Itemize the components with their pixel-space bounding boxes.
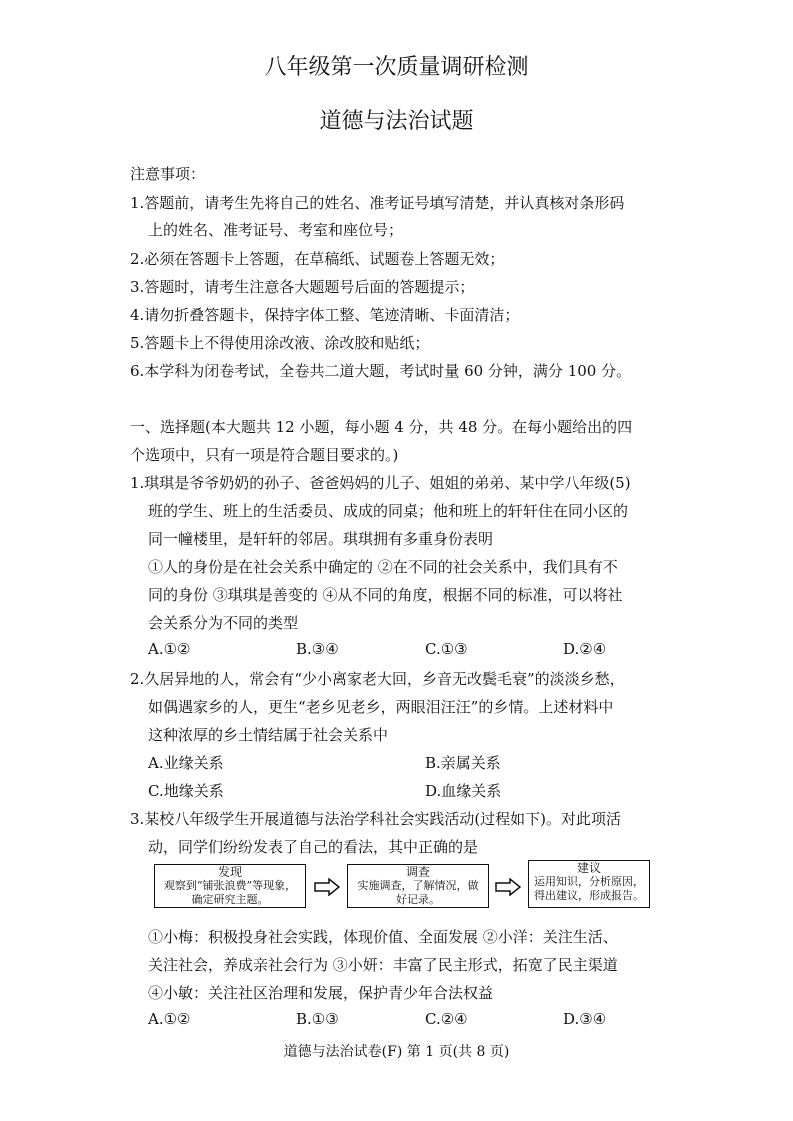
q1-option-d: D.②④ (563, 640, 607, 658)
flow-step-head: 调查 (405, 865, 430, 879)
q2-stem: 如偶遇家乡的人，更生“老乡见老乡，两眼泪汪汪”的乡情。上述材料中 (148, 698, 614, 716)
q3-option-b: B.①③ (296, 1010, 339, 1028)
notice-item: 上的姓名、准考证号、考室和座位号； (148, 221, 404, 239)
flow-arrow-icon (314, 878, 340, 896)
q3-stem: 3.某校八年级学生开展道德与法治学科社会实践活动(过程如下)。对此项活 (130, 810, 622, 828)
notice-item: 2.必须在答题卡上答题，在草稿纸、试题卷上答题无效； (130, 250, 505, 268)
page-subtitle: 道德与法治试题 (319, 109, 474, 134)
q3-option-a: A.①② (148, 1010, 191, 1028)
q1-option-c: C.①③ (425, 640, 468, 658)
notice-item: 6.本学科为闭卷考试，全卷共二道大题，考试时量 60 分钟，满分 100 分。 (130, 362, 632, 380)
notice-heading: 注意事项： (130, 165, 206, 183)
q1-stem: 同一幢楼里，是轩轩的邻居。琪琪拥有多重身份表明 (148, 530, 494, 548)
q1-statement: ①人的身份是在社会关系中确定的 ②在不同的社会关系中，我们具有不 (148, 558, 618, 576)
notice-item: 5.答题卡上不得使用涂改液、涂改胶和贴纸； (130, 334, 430, 352)
flow-step-text: 得出建议，形成报告。 (534, 889, 644, 902)
q2-stem: 这种浓厚的乡土情结属于社会关系中 (148, 726, 389, 744)
q3-stem: 动，同学们纷纷发表了自己的看法，其中正确的是 (148, 838, 479, 856)
page-title: 八年级第一次质量调研检测 (264, 55, 529, 80)
flow-step-head: 建议 (576, 861, 601, 875)
flow-step-suggest (528, 860, 650, 908)
q3-option-c: C.②④ (425, 1010, 468, 1028)
q2-option-b: B.亲属关系 (425, 754, 501, 772)
q3-statement: 关注社会，养成亲社会行为 ③小妍：丰富了民主形式，拓宽了民主渠道 (148, 956, 618, 974)
section-heading: 一、选择题(本大题共 12 小题，每小题 4 分，共 48 分。在每小题给出的四 (130, 418, 633, 436)
flow-step-text: 实施调查，了解情况，做 (357, 879, 479, 892)
activity-flowchart (154, 861, 654, 914)
flow-step-text: 好记录。 (396, 893, 440, 906)
notice-item: 4.请勿折叠答题卡，保持字体工整、笔迹清晰、卡面清洁； (130, 306, 520, 324)
notice-item: 3.答题时，请考生注意各大题题号后面的答题提示； (130, 278, 475, 296)
q2-stem: 2.久居异地的人，常会有“少小离家老大回，乡音无改鬓毛衰”的淡淡乡愁， (130, 670, 625, 688)
flow-step-text: 运用知识，分析原因， (534, 875, 644, 888)
q2-option-d: D.血缘关系 (425, 782, 502, 800)
q1-statement: 同的身份 ③琪琪是善变的 ④从不同的角度，根据不同的标准，可以将社 (148, 586, 623, 604)
q1-option-a: A.①② (148, 640, 191, 658)
flow-step-text: 确定研究主题。 (191, 893, 269, 906)
q1-stem: 班的学生、班上的生活委员、成成的同桌；他和班上的轩轩住在同小区的 (148, 502, 629, 520)
flow-step-text: 观察到“铺张浪费”等现象， (163, 879, 297, 892)
q1-option-b: B.③④ (296, 640, 339, 658)
flow-arrow-icon (495, 878, 521, 896)
q2-option-c: C.地缘关系 (148, 782, 224, 800)
notice-item: 1.答题前，请考生先将自己的姓名、准考证号填写清楚，并认真核对条形码 (130, 194, 625, 212)
q1-stem: 1.琪琪是爷爷奶奶的孙子、爸爸妈妈的儿子、姐姐的弟弟、某中学八年级(5) (130, 474, 631, 492)
q2-option-a: A.业缘关系 (148, 754, 224, 772)
q3-statement: ④小敏：关注社区治理和发展，保护青少年合法权益 (148, 984, 494, 1002)
q3-option-d: D.③④ (563, 1010, 607, 1028)
page-footer: 道德与法治试卷(F) 第 1 页(共 8 页) (283, 1044, 510, 1060)
q3-statement: ①小梅：积极投身社会实践，体现价值、全面发展 ②小洋：关注生活、 (148, 928, 618, 946)
flow-step-discover (154, 864, 306, 908)
q1-statement: 会关系分为不同的类型 (148, 614, 299, 632)
flow-step-head: 发现 (217, 865, 242, 879)
flow-step-investigate (347, 864, 489, 908)
section-heading-cont: 个选项中，只有一项是符合题目要求的。) (130, 446, 399, 464)
